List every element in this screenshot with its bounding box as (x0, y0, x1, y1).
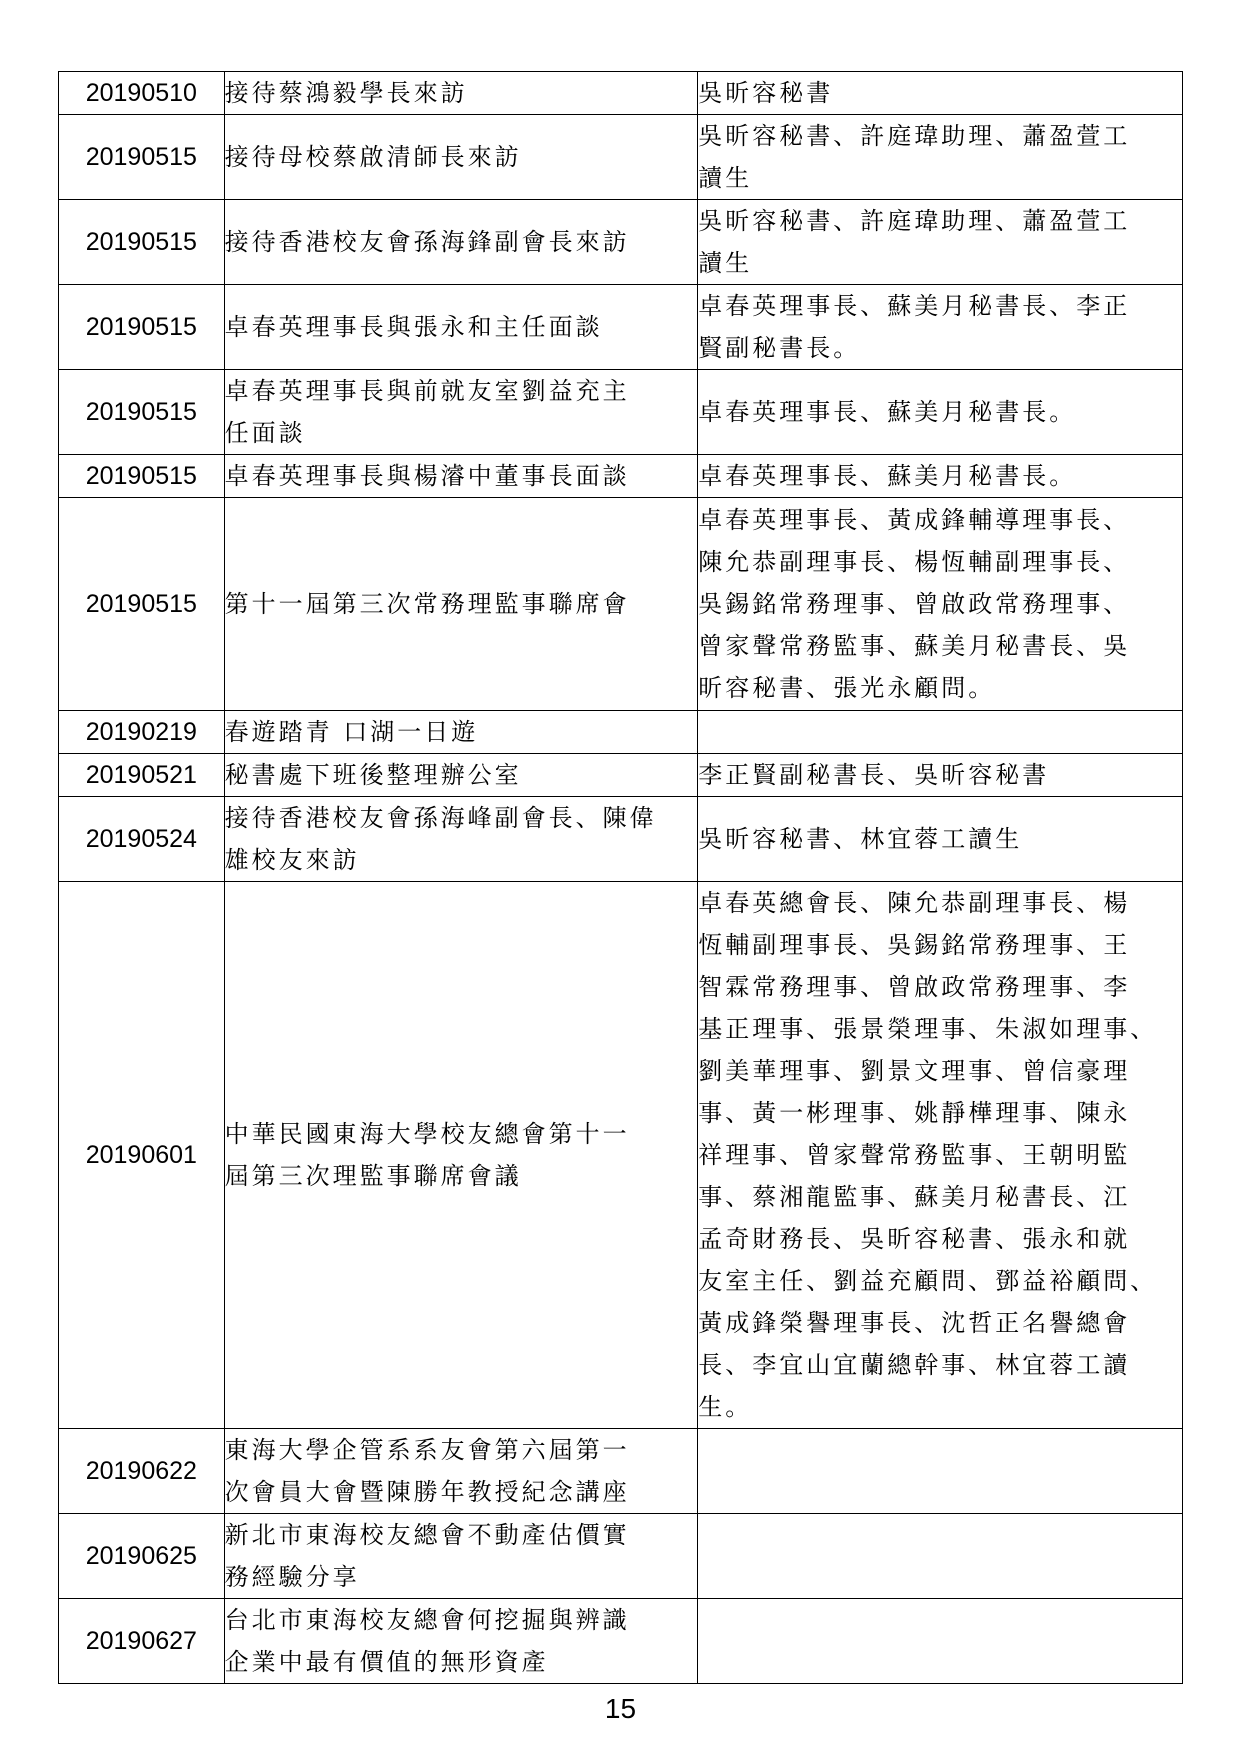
event-cell: 秘書處下班後整理辦公室 (224, 754, 698, 797)
event-cell: 新北市東海校友總會不動產估價實 務經驗分享 (224, 1514, 698, 1599)
table-row (59, 115, 1183, 200)
event-cell: 春遊踏青 口湖一日遊 (224, 711, 698, 754)
date-cell: 20190515 (59, 285, 225, 370)
event-cell: 接待蔡鴻毅學長來訪 (224, 72, 698, 115)
attendees-cell: 吳昕容秘書、許庭瑋助理、蕭盈萱工 讀生 (698, 115, 1183, 200)
table-row (59, 754, 1183, 797)
event-cell: 接待母校蔡啟清師長來訪 (224, 115, 698, 200)
page-number: 15 (604, 1693, 637, 1724)
date-cell: 20190515 (59, 115, 225, 200)
date-cell: 20190524 (59, 797, 225, 882)
attendees-cell: 卓春英理事長、蘇美月秘書長。 (698, 455, 1183, 498)
table-row (59, 200, 1183, 285)
date-cell: 20190515 (59, 498, 225, 711)
event-cell: 卓春英理事長與前就友室劉益充主 任面談 (224, 370, 698, 455)
date-cell: 20190515 (59, 370, 225, 455)
attendees-cell (698, 711, 1183, 754)
event-cell: 第十一屆第三次常務理監事聯席會 (224, 498, 698, 711)
table-row (59, 455, 1183, 498)
event-cell: 台北市東海校友總會何挖掘與辨識 企業中最有價值的無形資產 (224, 1599, 698, 1684)
date-cell: 20190515 (59, 200, 225, 285)
date-cell: 20190515 (59, 455, 225, 498)
attendees-cell (698, 1599, 1183, 1684)
attendees-cell: 卓春英理事長、蘇美月秘書長、李正 賢副秘書長。 (698, 285, 1183, 370)
attendees-cell: 李正賢副秘書長、吳昕容秘書 (698, 754, 1183, 797)
table-row (59, 498, 1183, 711)
date-cell: 20190510 (59, 72, 225, 115)
table-row (59, 72, 1183, 115)
event-cell: 中華民國東海大學校友總會第十一 屆第三次理監事聯席會議 (224, 882, 698, 1429)
table-row (59, 1514, 1183, 1599)
event-cell: 東海大學企管系系友會第六屆第一 次會員大會暨陳勝年教授紀念講座 (224, 1429, 698, 1514)
date-cell: 20190521 (59, 754, 225, 797)
attendees-cell: 吳昕容秘書 (698, 72, 1183, 115)
event-cell: 接待香港校友會孫海峰副會長、陳偉 雄校友來訪 (224, 797, 698, 882)
table-row (59, 882, 1183, 1429)
activity-log-body (59, 72, 1183, 1684)
attendees-cell: 吳昕容秘書、許庭瑋助理、蕭盈萱工 讀生 (698, 200, 1183, 285)
date-cell: 20190625 (59, 1514, 225, 1599)
table-row (59, 1429, 1183, 1514)
attendees-cell (698, 1429, 1183, 1514)
event-cell: 卓春英理事長與楊濬中董事長面談 (224, 455, 698, 498)
table-row (59, 797, 1183, 882)
attendees-cell: 卓春英總會長、陳允恭副理事長、楊 恆輔副理事長、吳錫銘常務理事、王 智霖常務理事、曾啟政常務理事、李 基正理事、張景榮理事、朱淑如理事、 劉美華理事、劉景文理事、曾信豪理 事、黃一彬理事、姚靜樺理事、陳永 祥理事、曾家聲常務監事、王朝明監 事、蔡湘龍監事、蘇美月秘書長、江 孟奇財務長、吳昕容秘書、張永和就 友室主任、劉益充顧問、鄧益裕顧問、 黃成鋒榮譽理事長、沈哲正名譽總會 長、李宜山宜蘭總幹事、林宜蓉工讀 生。 (698, 882, 1183, 1429)
attendees-cell: 卓春英理事長、黃成鋒輔導理事長、 陳允恭副理事長、楊恆輔副理事長、 吳錫銘常務理事、曾啟政常務理事、 曾家聲常務監事、蘇美月秘書長、吳 昕容秘書、張光永顧問。 (698, 498, 1183, 711)
table-row (59, 370, 1183, 455)
attendees-cell: 吳昕容秘書、林宜蓉工讀生 (698, 797, 1183, 882)
table-row (59, 285, 1183, 370)
date-cell: 20190627 (59, 1599, 225, 1684)
date-cell: 20190601 (59, 882, 225, 1429)
table-row (59, 711, 1183, 754)
table-row (59, 1599, 1183, 1684)
attendees-cell: 卓春英理事長、蘇美月秘書長。 (698, 370, 1183, 455)
date-cell: 20190219 (59, 711, 225, 754)
event-cell: 卓春英理事長與張永和主任面談 (224, 285, 698, 370)
activity-log-table (58, 71, 1183, 1684)
event-cell: 接待香港校友會孫海鋒副會長來訪 (224, 200, 698, 285)
date-cell: 20190622 (59, 1429, 225, 1514)
attendees-cell (698, 1514, 1183, 1599)
